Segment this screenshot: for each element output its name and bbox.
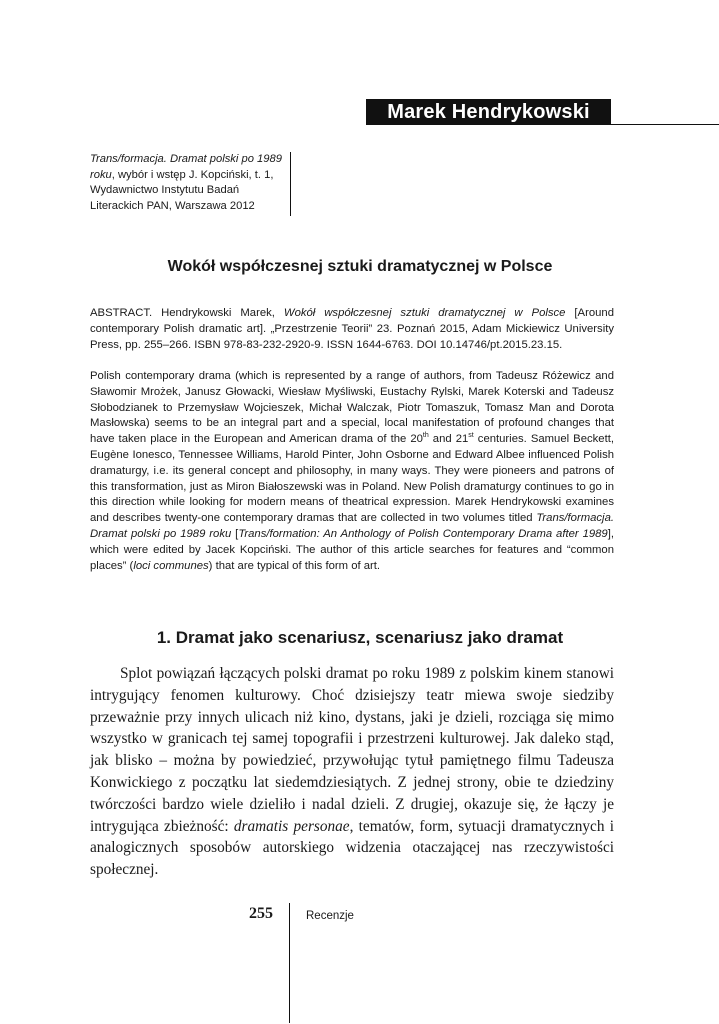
summary-sup: th: [422, 432, 429, 440]
summary-text: [: [231, 527, 239, 540]
body-text: [90, 663, 614, 881]
footer-divider: [289, 903, 290, 1023]
source-note: [90, 152, 286, 214]
source-details: , wybór i wstęp J. Kopciński, t. 1, Wydawnictwo Instytutu Badań Literackich PAN, Warszawa 2012: [90, 168, 274, 212]
author-header: [366, 99, 719, 125]
summary-text: centuries. Samuel Beckett, Eugène Ionesco, Tennessee Williams, Harold Pinter, John Osborne and Edward Albee influenced Polish dramaturgy, i.e. its general concept and philosophy, in many ways. They were pioneers and patrons of this transformation, just as Miron Białoszewski was in Poland. New Polish dramaturgy continues to go in this direction while looking for modern means of theatrical expression. Marek Hendrykowski examines and describes twenty-one contemporary dramas that are collected in two volumes titled: [90, 433, 614, 525]
summary-sup: st: [468, 432, 474, 440]
abstract-lead: ABSTRACT. Hendrykowski Marek,: [90, 307, 284, 319]
section-heading: 1. Dramat jako scenariusz, scenariusz jako dramat: [156, 628, 564, 647]
page-number: 255: [249, 905, 273, 922]
article-title: Wokół współczesnej sztuki dramatycznej w Polsce: [167, 258, 553, 275]
body-text-span: , tematów, form, sytuacji dramatycznych i analogicznych sposobów autorskiego widzenia otaczającej nas rzeczywistości społecznej.: [90, 817, 614, 879]
body-italic: dramatis personae: [233, 817, 350, 835]
author-name: Marek Hendrykowski: [366, 99, 611, 125]
summary-text: Polish contemporary drama (which is represented by a range of authors, from Tadeusz Różewicz and Sławomir Mrożek, Janusz Głowacki, Wiesław Myśliwski, Eustachy Rylski, Marek Koterski and Tadeusz Słobodzianek to Przemysław Wojcieszek, Michał Walczak, Piotr Tomaszuk, Tomasz Man and Dorota Masłowska) seems to be an integral part and a special, local manifestation of profound changes that have taken place in the European and American drama of the 20: [90, 370, 614, 446]
source-title: Trans/formacja. Dramat polski po 1989 roku: [90, 153, 282, 181]
body-paragraph: [90, 663, 614, 881]
body-text-span: Splot powiązań łączących polski dramat po roku 1989 z polskim kinem stanowi intrygujący fenomen kulturowy. Choć dzisiejszy teatr miewa swoje siedziby przeważnie przy innych ulicach niż kino, dystans, jaki je dzieli, rozciąga się mimo wszystko w granicach tej samej topografii i przestrzeni kulturowej. Jak daleko stąd, jak blisko – można by powiedzieć, przywołując tytuł pamiętnego filmu Tadeusza Konwickiego z początku lat siedemdziesiątych. Z jednej strony, obie te dziedziny twórczości bardzo wiele dzieliło i nadal dzieli. Z drugiej, okazuje się, że łączy je intrygująca zbieżność:: [90, 665, 614, 835]
summary-text: ], which were edited by Jacek Kopciński. The author of this article searches for features and “common places” (: [90, 527, 614, 572]
summary-text: ) that are typical of this form of art.: [208, 559, 381, 572]
summary-paragraph: [90, 369, 614, 574]
summary-italic: Trans/formacja. Dramat polski po 1989 roku: [90, 512, 614, 540]
summary-text: and 21: [428, 433, 469, 446]
summary-italic: Trans/formation: An Anthology of Polish Contemporary Drama after 1989: [238, 527, 608, 540]
header-rule: [611, 124, 719, 125]
summary-italic: loci communes: [133, 559, 209, 572]
running-section-name: Recenzje: [306, 910, 354, 922]
abstract-title: Wokół współczesnej sztuki dramatycznej w Polsce: [283, 307, 566, 319]
source-divider: [290, 152, 291, 216]
abstract: [90, 306, 614, 353]
abstract-details: [Around contemporary Polish dramatic art]. „Przestrzenie Teorii” 23. Poznań 2015, Adam Mickiewicz University Press, pp. 255–266. ISBN 978-83-232-2920-9. ISSN 1644-6763. DOI 10.14746/pt.2015.23.15.: [90, 307, 614, 351]
